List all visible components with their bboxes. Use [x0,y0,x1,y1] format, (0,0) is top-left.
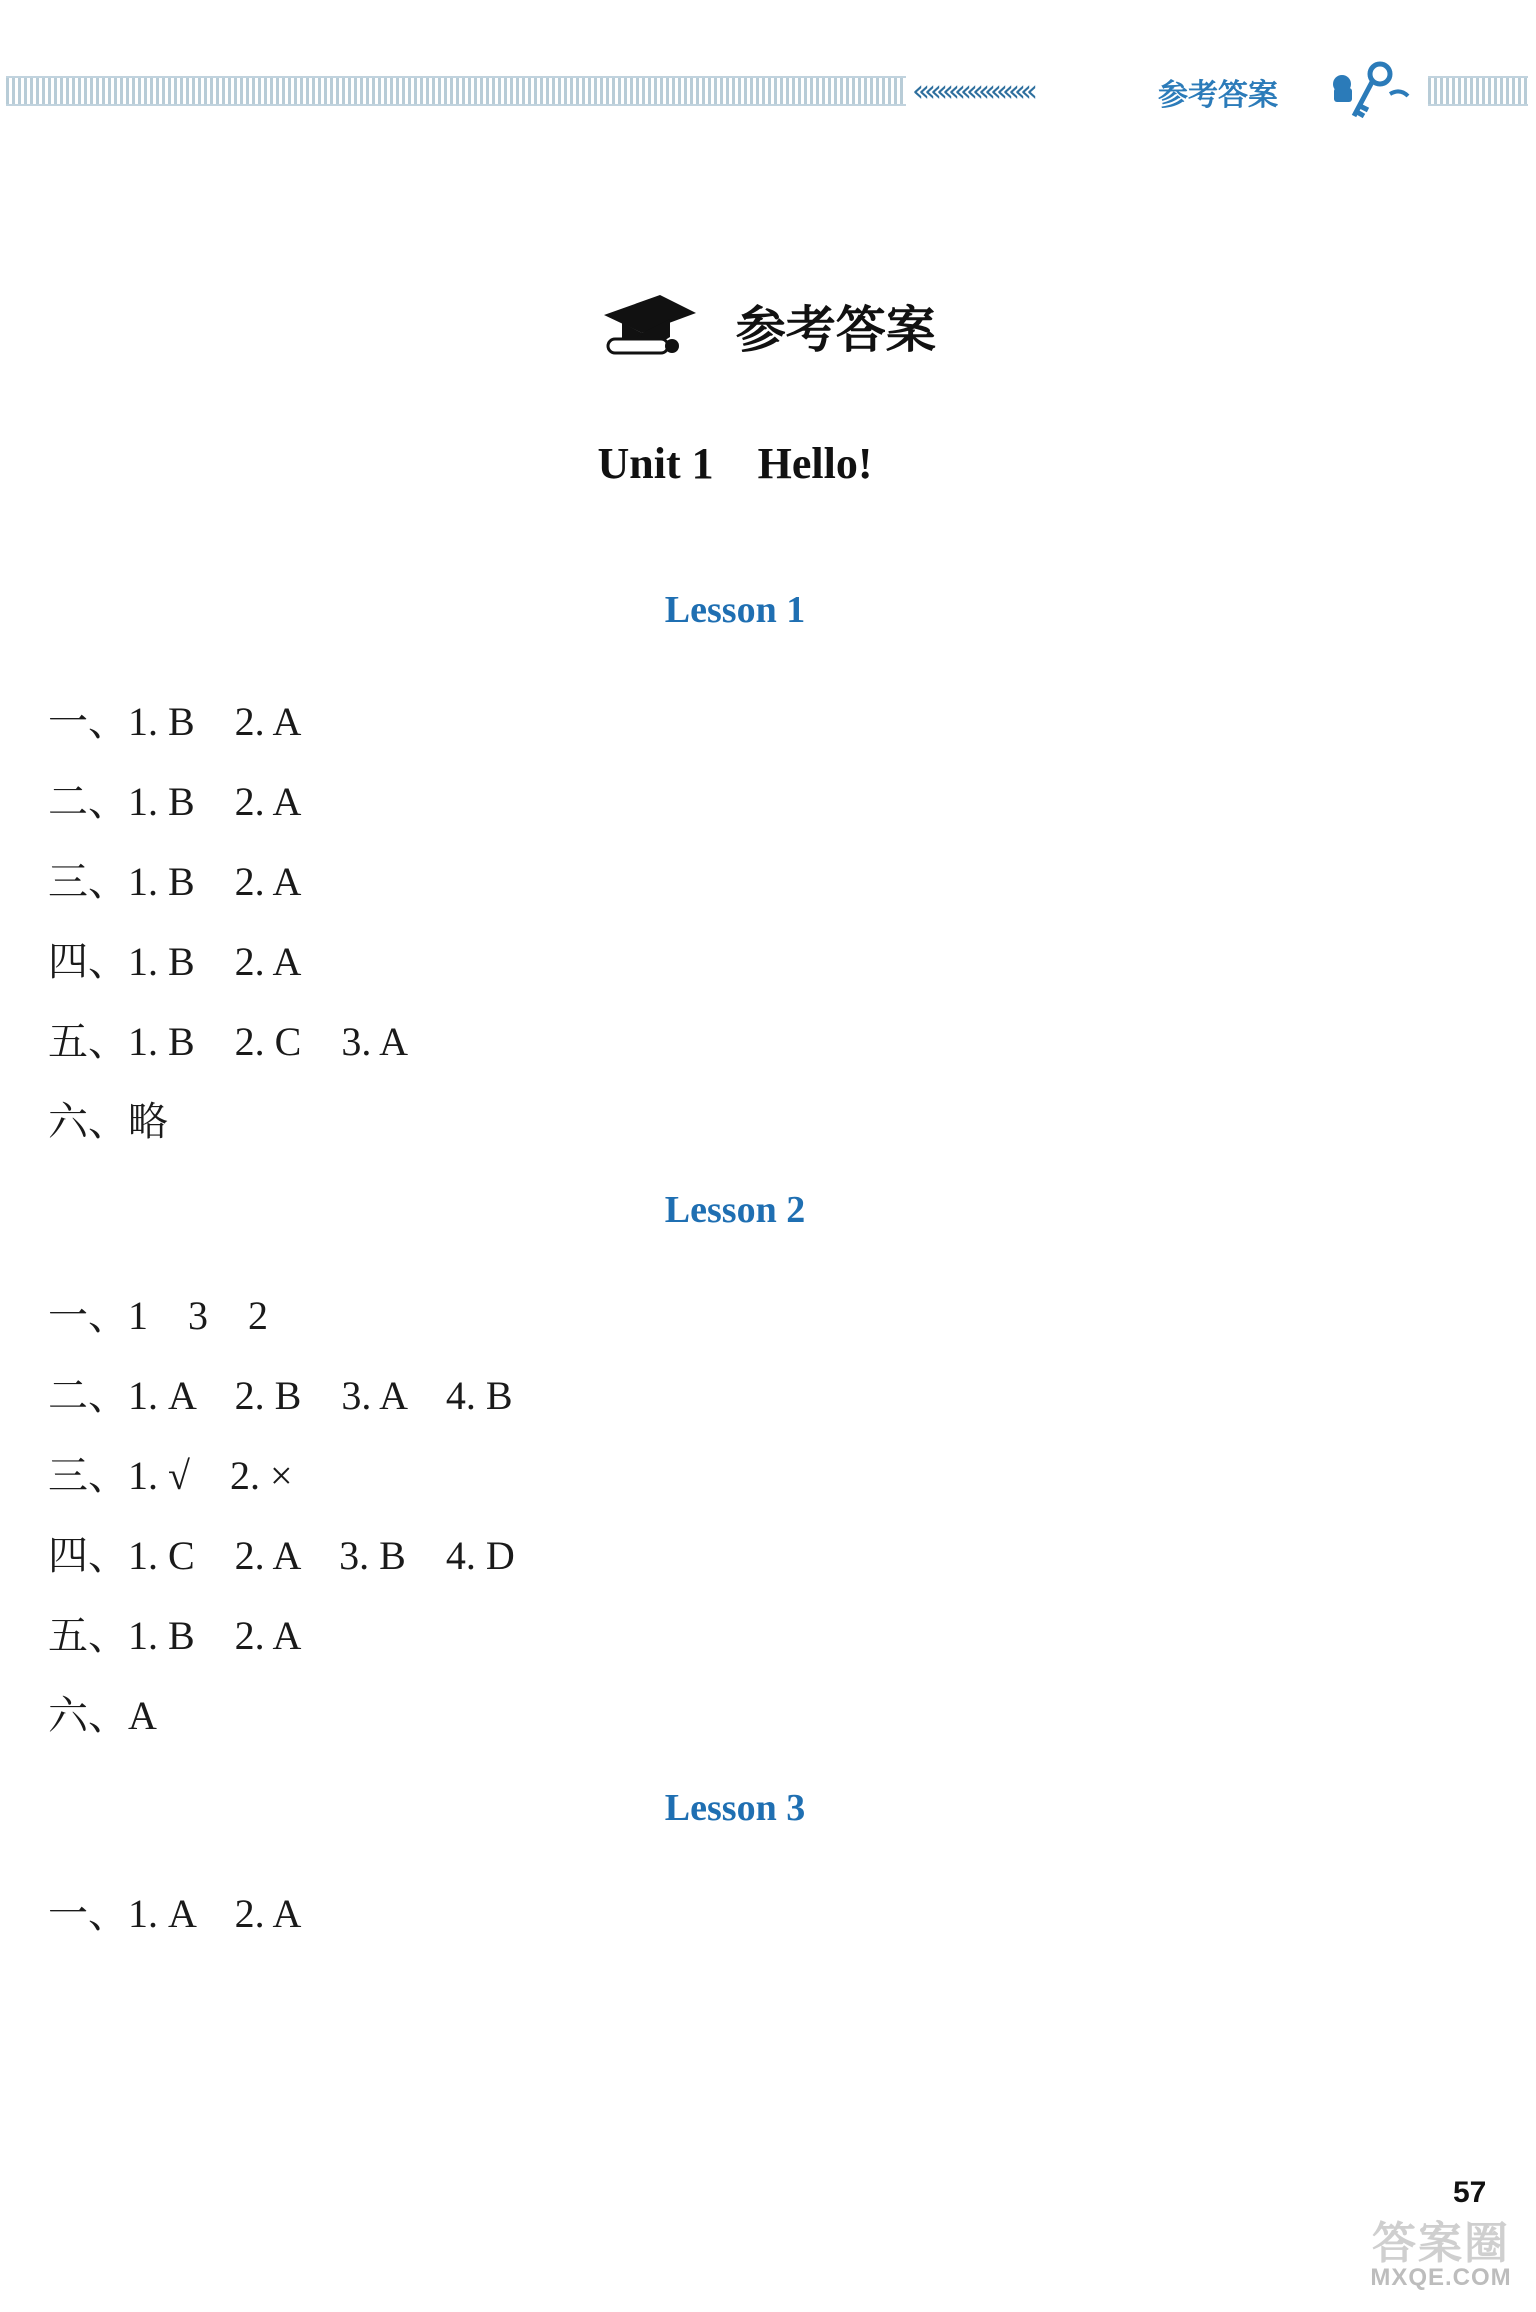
answer-line: 三、1. B 2. A [48,859,302,904]
header-chevrons: ‹‹‹‹‹‹‹‹‹‹‹‹‹‹‹‹‹‹‹‹ [912,74,1032,109]
page-title [0,290,1536,362]
answer-line: 六、略 [48,1099,168,1144]
unit-number: Unit 1 [597,439,714,488]
answer-line: 五、1. B 2. A [48,1613,302,1658]
lesson-2-heading: Lesson 2 [664,1189,806,1231]
answer-line: 一、1. B 2. A [48,699,302,744]
lesson-1-heading: Lesson 1 [664,589,806,631]
answer-line: 二、1. A 2. B 3. A 4. B [48,1373,513,1418]
answer-line: 二、1. B 2. A [48,779,302,824]
answer-line: 四、1. C 2. A 3. B 4. D [48,1533,515,1578]
watermark-url: MXQE.COM [1370,2264,1512,2291]
unit-heading [0,438,1470,489]
answer-line: 三、1. √ 2. × [48,1453,293,1498]
answer-line: 一、1 3 2 [48,1293,268,1338]
answer-line: 四、1. B 2. A [48,939,302,984]
header-title: 参考答案 [1158,78,1278,113]
page-number: 57 [1453,2176,1487,2209]
main-title-text: 参考答案 [735,301,936,359]
answer-line: 五、1. B 2. C 3. A [48,1019,409,1064]
watermark [1356,2219,1526,2291]
answer-line: 一、1. A 2. A [48,1891,302,1936]
header-band [0,62,1536,118]
header-dot-pattern [6,76,906,106]
watermark-logo-text: 答案圈 [1372,2219,1510,2268]
graduation-cap-icon [600,291,700,361]
header-dot-pattern-right [1428,76,1528,106]
key-lock-decoration-icon [1320,54,1420,134]
unit-name: Hello! [757,439,873,488]
lesson-3-heading: Lesson 3 [664,1787,806,1829]
answer-line: 六、A [48,1693,157,1738]
